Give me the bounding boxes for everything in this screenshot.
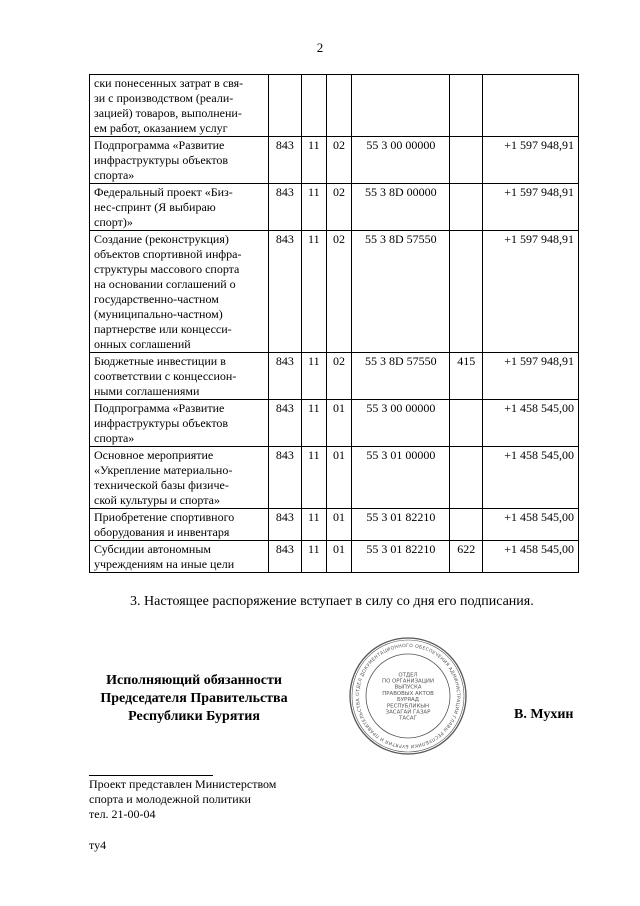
expense-type-code-cell	[450, 231, 483, 353]
seal-center-line: ВЫПУСКА	[394, 684, 422, 691]
amount-cell: +1 597 948,91	[483, 137, 579, 184]
amount-cell: +1 597 948,91	[483, 353, 579, 400]
row-name-line: спорта»	[94, 168, 135, 182]
target-item-code-cell: 55 3 8D 00000	[352, 184, 450, 231]
ministry-code-cell: 843	[269, 447, 302, 509]
seal-center-line: ТАСАГ	[399, 715, 417, 722]
target-item-code-cell: 55 3 00 00000	[352, 137, 450, 184]
table-row	[90, 447, 579, 509]
document-code: ту4	[89, 838, 107, 852]
signatory-name: В. Мухин	[514, 707, 574, 722]
official-seal-stamp	[348, 636, 468, 756]
target-item-code-cell: 55 3 01 00000	[352, 447, 450, 509]
row-name-cell	[90, 184, 269, 231]
ministry-code-cell: 843	[269, 184, 302, 231]
section-code-cell: 11	[301, 184, 326, 231]
table-row	[90, 184, 579, 231]
expense-type-code-cell	[450, 184, 483, 231]
target-item-code-cell	[352, 75, 450, 137]
row-name-line: структуры массового спорта	[94, 262, 240, 276]
target-item-code-cell: 55 3 00 00000	[352, 400, 450, 447]
row-name-line: учреждениям на иные цели	[94, 557, 235, 571]
row-name-line: государственно-частном	[94, 292, 219, 306]
seal-center-line: ОТДЕЛ	[398, 672, 418, 679]
ministry-code-cell: 843	[269, 137, 302, 184]
section-code-cell: 11	[301, 137, 326, 184]
ministry-code-cell: 843	[269, 509, 302, 541]
row-name-line: ем работ, оказанием услуг	[94, 121, 228, 135]
ministry-code-cell: 843	[269, 541, 302, 573]
seal-outer-text: ОТДЕЛ ДОКУМЕНТАЦИОННОГО ОБЕСПЕЧЕНИЯ АДМИНИСТРАЦИИ ГЛАВЫ РЕСПУБЛИКИ БУРЯТИЯ И ПРАВИТЕЛЬСТВА	[355, 643, 461, 749]
row-name-line: инфраструктуры объектов	[94, 416, 229, 430]
section-code-cell: 11	[301, 541, 326, 573]
expense-type-code-cell: 415	[450, 353, 483, 400]
row-name-line: партнерстве или концесси-	[94, 322, 232, 336]
row-name-cell	[90, 353, 269, 400]
section-code-cell: 11	[301, 447, 326, 509]
seal-center-line: ПО ОРГАНИЗАЦИИ	[382, 678, 434, 685]
row-name-line: зи с производством (реали-	[94, 91, 234, 105]
signatory-title-line: Председателя Правительства	[100, 691, 288, 706]
table-row	[90, 400, 579, 447]
target-item-code-cell: 55 3 8D 57550	[352, 353, 450, 400]
ministry-code-cell	[269, 75, 302, 137]
row-name-line: спорта»	[94, 431, 135, 445]
seal-center-line: ЗАСАГАЙ ГАЗАР	[385, 709, 431, 716]
row-name-line: соответствии с концессион-	[94, 369, 237, 383]
row-name-cell	[90, 541, 269, 573]
subsection-code-cell: 01	[326, 400, 352, 447]
expense-type-code-cell	[450, 400, 483, 447]
amount-cell: +1 458 545,00	[483, 400, 579, 447]
row-name-line: оборудования и инвентаря	[94, 525, 230, 539]
row-name-line: ски понесенных затрат в свя-	[94, 76, 244, 90]
row-name-line: (муниципально-частном)	[94, 307, 223, 321]
row-name-line: Подпрограмма «Развитие	[94, 138, 225, 152]
expense-type-code-cell	[450, 75, 483, 137]
row-name-line: Создание (реконструкция)	[94, 232, 229, 246]
table-row	[90, 509, 579, 541]
row-name-cell	[90, 447, 269, 509]
seal-center-line: БУРЯАД	[397, 697, 419, 704]
row-name-cell	[90, 509, 269, 541]
expense-type-code-cell	[450, 509, 483, 541]
amount-cell: +1 458 545,00	[483, 447, 579, 509]
table-row	[90, 75, 579, 137]
row-name-cell	[90, 400, 269, 447]
seal-center-line: РЕСПУБЛИКЫН	[386, 703, 430, 710]
signatory-title-line: Республики Бурятия	[128, 709, 260, 724]
row-name-line: нес-спринт (Я выбираю	[94, 200, 216, 214]
row-name-line: ными соглашениями	[94, 384, 200, 398]
row-name-line: Приобретение спортивного	[94, 510, 235, 524]
subsection-code-cell: 02	[326, 353, 352, 400]
row-name-line: зацией) товаров, выполнени-	[94, 106, 242, 120]
row-name-line: «Укрепление материально-	[94, 463, 233, 477]
amount-cell	[483, 75, 579, 137]
signatory-title	[92, 672, 296, 726]
row-name-line: Основное мероприятие	[94, 448, 214, 462]
section-code-cell: 11	[301, 400, 326, 447]
amount-cell: +1 458 545,00	[483, 509, 579, 541]
subsection-code-cell: 01	[326, 541, 352, 573]
target-item-code-cell: 55 3 01 82210	[352, 509, 450, 541]
seal-center-line: ПРАВОВЫХ АКТОВ	[382, 690, 434, 697]
footnote-line: спорта и молодежной политики	[89, 792, 251, 806]
footnote-divider	[89, 775, 213, 776]
amount-cell: +1 597 948,91	[483, 184, 579, 231]
row-name-line: спорт)»	[94, 215, 133, 229]
footnote-line: тел. 21-00-04	[89, 807, 156, 821]
table-row	[90, 231, 579, 353]
amount-cell: +1 597 948,91	[483, 231, 579, 353]
ministry-code-cell: 843	[269, 400, 302, 447]
expense-type-code-cell: 622	[450, 541, 483, 573]
footnote	[89, 777, 276, 822]
row-name-line: на основании соглашений о	[94, 277, 236, 291]
footnote-line: Проект представлен Министерством	[89, 777, 277, 791]
subsection-code-cell: 02	[326, 137, 352, 184]
row-name-line: онных соглашений	[94, 337, 191, 351]
row-name-cell	[90, 75, 269, 137]
table-row	[90, 353, 579, 400]
row-name-line: инфраструктуры объектов	[94, 153, 229, 167]
budget-table-body	[90, 75, 579, 573]
amount-cell: +1 458 545,00	[483, 541, 579, 573]
row-name-line: Субсидии автономным	[94, 542, 211, 556]
expense-type-code-cell	[450, 137, 483, 184]
row-name-cell	[90, 137, 269, 184]
budget-table	[89, 74, 579, 573]
row-name-line: технической базы физиче-	[94, 478, 229, 492]
section-code-cell: 11	[301, 509, 326, 541]
section-code-cell: 11	[301, 231, 326, 353]
row-name-line: объектов спортивной инфра-	[94, 247, 242, 261]
row-name-line: Бюджетные инвестиции в	[94, 354, 226, 368]
subsection-code-cell: 01	[326, 447, 352, 509]
ministry-code-cell: 843	[269, 353, 302, 400]
page-number: 2	[316, 40, 324, 55]
row-name-line: ской культуры и спорта»	[94, 493, 220, 507]
table-row	[90, 541, 579, 573]
section-code-cell	[301, 75, 326, 137]
table-row	[90, 137, 579, 184]
ministry-code-cell: 843	[269, 231, 302, 353]
row-name-line: Федеральный проект «Биз-	[94, 185, 233, 199]
subsection-code-cell	[326, 75, 352, 137]
effective-date-clause: 3. Настоящее распоряжение вступает в силу со дня его подписания.	[130, 594, 534, 609]
target-item-code-cell: 55 3 8D 57550	[352, 231, 450, 353]
expense-type-code-cell	[450, 447, 483, 509]
section-code-cell: 11	[301, 353, 326, 400]
subsection-code-cell: 01	[326, 509, 352, 541]
signatory-title-line: Исполняющий обязанности	[106, 673, 282, 688]
target-item-code-cell: 55 3 01 82210	[352, 541, 450, 573]
subsection-code-cell: 02	[326, 184, 352, 231]
row-name-line: Подпрограмма «Развитие	[94, 401, 225, 415]
row-name-cell	[90, 231, 269, 353]
subsection-code-cell: 02	[326, 231, 352, 353]
